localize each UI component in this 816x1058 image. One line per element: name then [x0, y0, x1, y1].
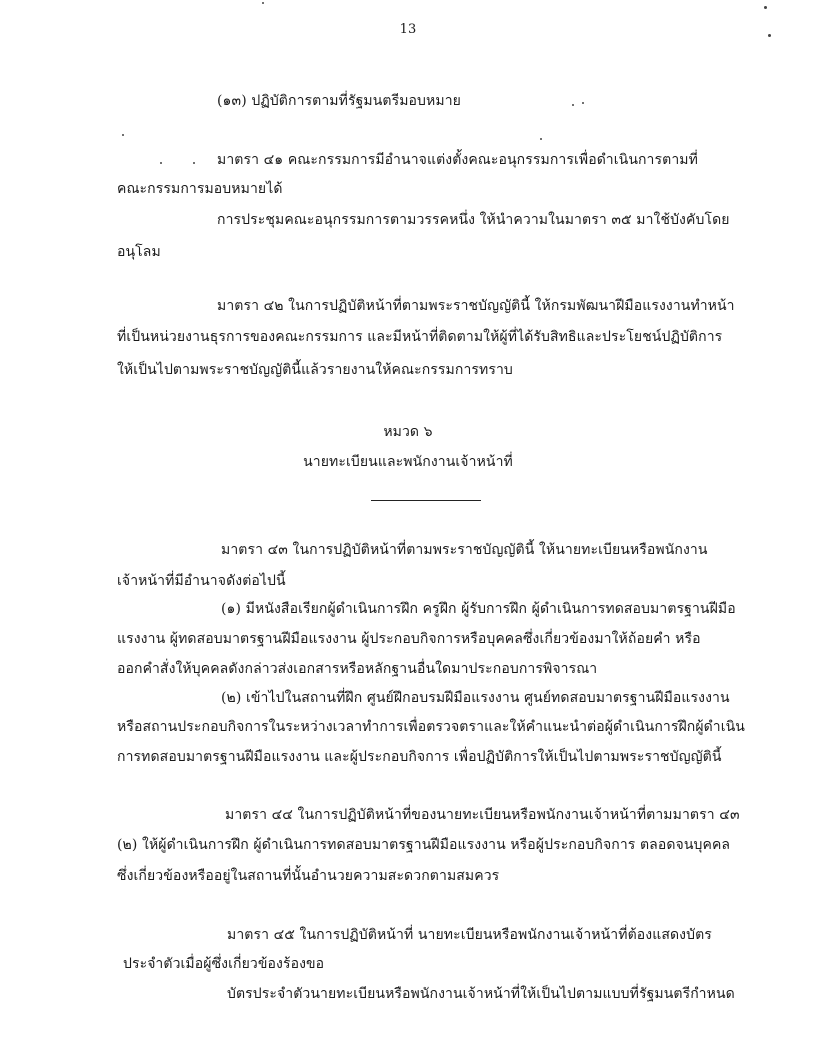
text-line: มาตรา ๔๒ ในการปฏิบัติหน้าที่ตามพระราชบัญญัตินี้ ให้กรมพัฒนาฝีมือแรงงานทำหน้า	[217, 298, 735, 314]
scan-speck	[768, 34, 771, 37]
text-line: มาตรา ๔๓ ในการปฏิบัติหน้าที่ตามพระราชบัญญัตินี้ ให้นายทะเบียนหรือพนักงาน	[221, 542, 708, 558]
heading-divider	[371, 500, 481, 501]
scan-speck	[764, 6, 767, 9]
text-line: การทดสอบมาตรฐานฝีมือแรงงาน และผู้ประกอบกิจการ เพื่อปฏิบัติการให้เป็นไปตามพระราชบัญญัตินี้	[117, 749, 722, 765]
text-line: การประชุมคณะอนุกรรมการตามวรรคหนึ่ง ให้นำความในมาตรา ๓๕ มาใช้บังคับโดย	[217, 212, 730, 228]
text-line: มาตรา ๔๑ คณะกรรมการมีอำนาจแต่งตั้งคณะอนุกรรมการเพื่อดำเนินการตามที่	[217, 152, 698, 168]
scan-speck	[582, 102, 584, 104]
text-line: บัตรประจำตัวนายทะเบียนหรือพนักงานเจ้าหน้าที่ให้เป็นไปตามแบบที่รัฐมนตรีกำหนด	[227, 986, 735, 1002]
text-line: มาตรา ๔๕ ในการปฏิบัติหน้าที่ นายทะเบียนหรือพนักงานเจ้าหน้าที่ต้องแสดงบัตร	[227, 927, 712, 943]
scan-speck	[262, 2, 264, 4]
scan-speck	[572, 104, 574, 106]
text-line: ให้เป็นไปตามพระราชบัญญัตินี้แล้วรายงานให้คณะกรรมการทราบ	[117, 362, 513, 378]
scan-speck	[540, 138, 542, 140]
text-line: ประจำตัวเมื่อผู้ซึ่งเกี่ยวข้องร้องขอ	[123, 956, 325, 972]
text-line: อนุโลม	[117, 244, 161, 260]
scan-speck	[193, 162, 195, 164]
text-line: (๑) มีหนังสือเรียกผู้ดำเนินการฝึก ครูฝึก ผู้รับการฝึก ผู้ดำเนินการทดสอบมาตรฐานฝีมือ	[221, 601, 736, 617]
text-line: คณะกรรมการมอบหมายได้	[117, 181, 283, 197]
text-line: (๒) ให้ผู้ดำเนินการฝึก ผู้ดำเนินการทดสอบมาตรฐานฝีมือแรงงาน หรือผู้ประกอบกิจการ ตลอดจนบุคคล	[117, 837, 731, 853]
text-line: ซึ่งเกี่ยวข้องหรืออยู่ในสถานที่นั้นอำนวยความสะดวกตามสมควร	[117, 868, 500, 884]
scan-speck	[122, 134, 124, 136]
scan-speck	[160, 162, 162, 164]
text-line: (๑๓) ปฏิบัติการตามที่รัฐมนตรีมอบหมาย	[217, 93, 461, 109]
chapter-heading: หมวด ๖	[383, 424, 433, 440]
chapter-title: นายทะเบียนและพนักงานเจ้าหน้าที่	[303, 454, 513, 470]
text-line: ที่เป็นหน่วยงานธุรการของคณะกรรมการ และมีหน้าที่ติดตามให้ผู้ที่ได้รับสิทธิและประโยชน์ปฏิบัติการ	[117, 329, 723, 345]
text-line: แรงงาน ผู้ทดสอบมาตรฐานฝีมือแรงงาน ผู้ประกอบกิจการหรือบุคคลซึ่งเกี่ยวข้องมาให้ถ้อยคำ หรือ	[117, 631, 701, 647]
text-line: (๒) เข้าไปในสถานที่ฝึก ศูนย์ฝึกอบรมฝีมือแรงงาน ศูนย์ทดสอบมาตรฐานฝีมือแรงงาน	[221, 690, 730, 706]
text-line: หรือสถานประกอบกิจการในระหว่างเวลาทำการเพื่อตรวจตราและให้คำแนะนำต่อผู้ดำเนินการฝึกผู้ดำเนิน	[117, 719, 745, 735]
text-line: เจ้าหน้าที่มีอำนาจดังต่อไปนี้	[117, 573, 286, 589]
text-line: มาตรา ๔๔ ในการปฏิบัติหน้าที่ของนายทะเบียนหรือพนักงานเจ้าหน้าที่ตามมาตรา ๔๓	[225, 807, 740, 823]
page-number: 13	[399, 22, 417, 37]
text-line: ออกคำสั่งให้บุคคลดังกล่าวส่งเอกสารหรือหลักฐานอื่นใดมาประกอบการพิจารณา	[117, 661, 598, 677]
